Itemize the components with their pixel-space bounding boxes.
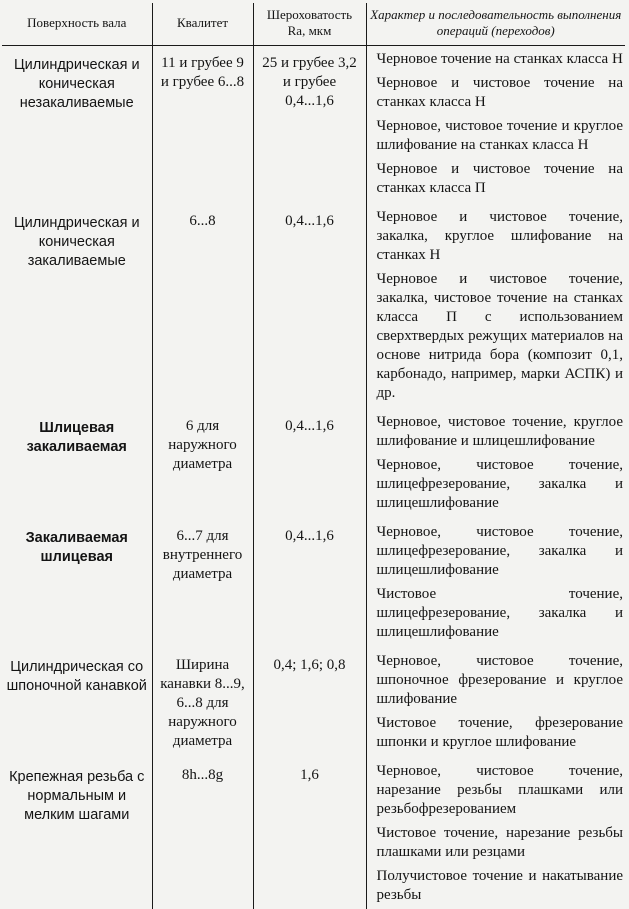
grade-value: 6 для наружного диаметра: [168, 418, 237, 472]
surface-label: Закаливаемая шлицевая: [25, 530, 128, 565]
cell-surface: [2, 413, 152, 523]
table-row: [2, 46, 625, 209]
table-header-row: [2, 3, 625, 46]
cell-roughness: [253, 523, 366, 652]
surface-label: Цилиндрическая со шпоночной канавкой: [6, 659, 147, 694]
operation-item: Черновое точение на станках класса Н: [376, 51, 623, 67]
grade-value: 11 и грубее 9 и грубее 6...8: [160, 55, 245, 90]
shaft-machining-table: [2, 3, 625, 909]
roughness-value: 25 и грубее 3,2 и грубее 0,4...1,6: [262, 55, 357, 109]
surface-label: Крепежная резьба с нормальным и мелким шагами: [9, 769, 145, 823]
cell-surface: [2, 652, 152, 762]
operation-item: Чистовое точение, фрезерование шпонки и круглое шлифование: [376, 715, 623, 750]
cell-roughness: [253, 46, 366, 209]
header-operations: Характер и последовательность выполнения операций (переходов): [366, 3, 625, 46]
roughness-value: 0,4...1,6: [285, 418, 334, 434]
cell-operations: [366, 523, 625, 652]
surface-label: Цилиндрическая и коническая незакаливаемые: [13, 57, 140, 111]
roughness-value: 0,4...1,6: [285, 528, 334, 544]
cell-operations: [366, 46, 625, 209]
cell-operations: [366, 762, 625, 909]
operation-item: Черновое, чистовое точение, нарезание резьбы плашками или резьбофрезерованием: [376, 763, 623, 817]
operation-item: Черновое и чистовое точение на станках класса Н: [376, 75, 623, 110]
cell-surface: [2, 208, 152, 413]
cell-grade: [152, 652, 253, 762]
operation-item: Черновое и чистовое точение, закалка, чистовое точение на станках класса П с использованием сверхтвердых режущих материалов на основе нитрида бора (композит 0,1, карбонадо, например, марки АСПК) и др.: [376, 271, 623, 401]
operation-item: Получистовое точение и накатывание резьбы: [376, 868, 623, 903]
operation-item: Черновое, чистовое точение и круглое шлифование на станках класса Н: [376, 118, 623, 153]
operation-item: Чистовое точение, нарезание резьбы плашками или резцами: [376, 825, 623, 860]
header-grade: Квалитет: [152, 3, 253, 46]
cell-roughness: [253, 762, 366, 909]
operation-item: Черновое, чистовое точение, шпоночное фрезерование и круглое шлифование: [376, 653, 623, 707]
table-row: [2, 523, 625, 652]
grade-value: 8h...8g: [181, 767, 224, 783]
cell-grade: [152, 762, 253, 909]
table-row: [2, 762, 625, 909]
cell-grade: [152, 46, 253, 209]
table-row: [2, 208, 625, 413]
operation-item: Черновое и чистовое точение, закалка, круглое шлифование на станках Н: [376, 209, 623, 263]
grade-value: 6...7 для внутреннего диаметра: [162, 528, 243, 582]
roughness-value: 1,6: [300, 767, 319, 783]
roughness-value: 0,4; 1,6; 0,8: [273, 657, 346, 673]
surface-label: Цилиндрическая и коническая закаливаемые: [13, 215, 140, 269]
operation-item: Чистовое точение, шлицефрезерование, закалка и шлицешлифование: [376, 586, 623, 640]
cell-roughness: [253, 413, 366, 523]
operation-item: Черновое, чистовое точение, круглое шлифование и шлицешлифование: [376, 414, 623, 449]
table-row: [2, 413, 625, 523]
cell-surface: [2, 46, 152, 209]
table-row: [2, 652, 625, 762]
cell-operations: [366, 413, 625, 523]
operation-item: Черновое, чистовое точение, шлицефрезерование, закалка и шлицешлифование: [376, 524, 623, 578]
cell-roughness: [253, 208, 366, 413]
cell-grade: [152, 208, 253, 413]
cell-grade: [152, 523, 253, 652]
operation-item: Черновое и чистовое точение на станках класса П: [376, 161, 623, 196]
cell-surface: [2, 523, 152, 652]
grade-value: Ширина канавки 8...9, 6...8 для наружного диаметра: [160, 657, 245, 749]
cell-roughness: [253, 652, 366, 762]
roughness-value: 0,4...1,6: [285, 213, 334, 229]
cell-grade: [152, 413, 253, 523]
cell-operations: [366, 652, 625, 762]
cell-operations: [366, 208, 625, 413]
cell-surface: [2, 762, 152, 909]
header-roughness: Шероховатость Ra, мкм: [253, 3, 366, 46]
surface-label: Шлицевая закаливаемая: [26, 420, 127, 455]
grade-value: 6...8: [189, 213, 216, 229]
operation-item: Черновое, чистовое точение, шлицефрезерование, закалка и шлицешлифование: [376, 457, 623, 511]
header-surface: Поверхность вала: [2, 3, 152, 46]
